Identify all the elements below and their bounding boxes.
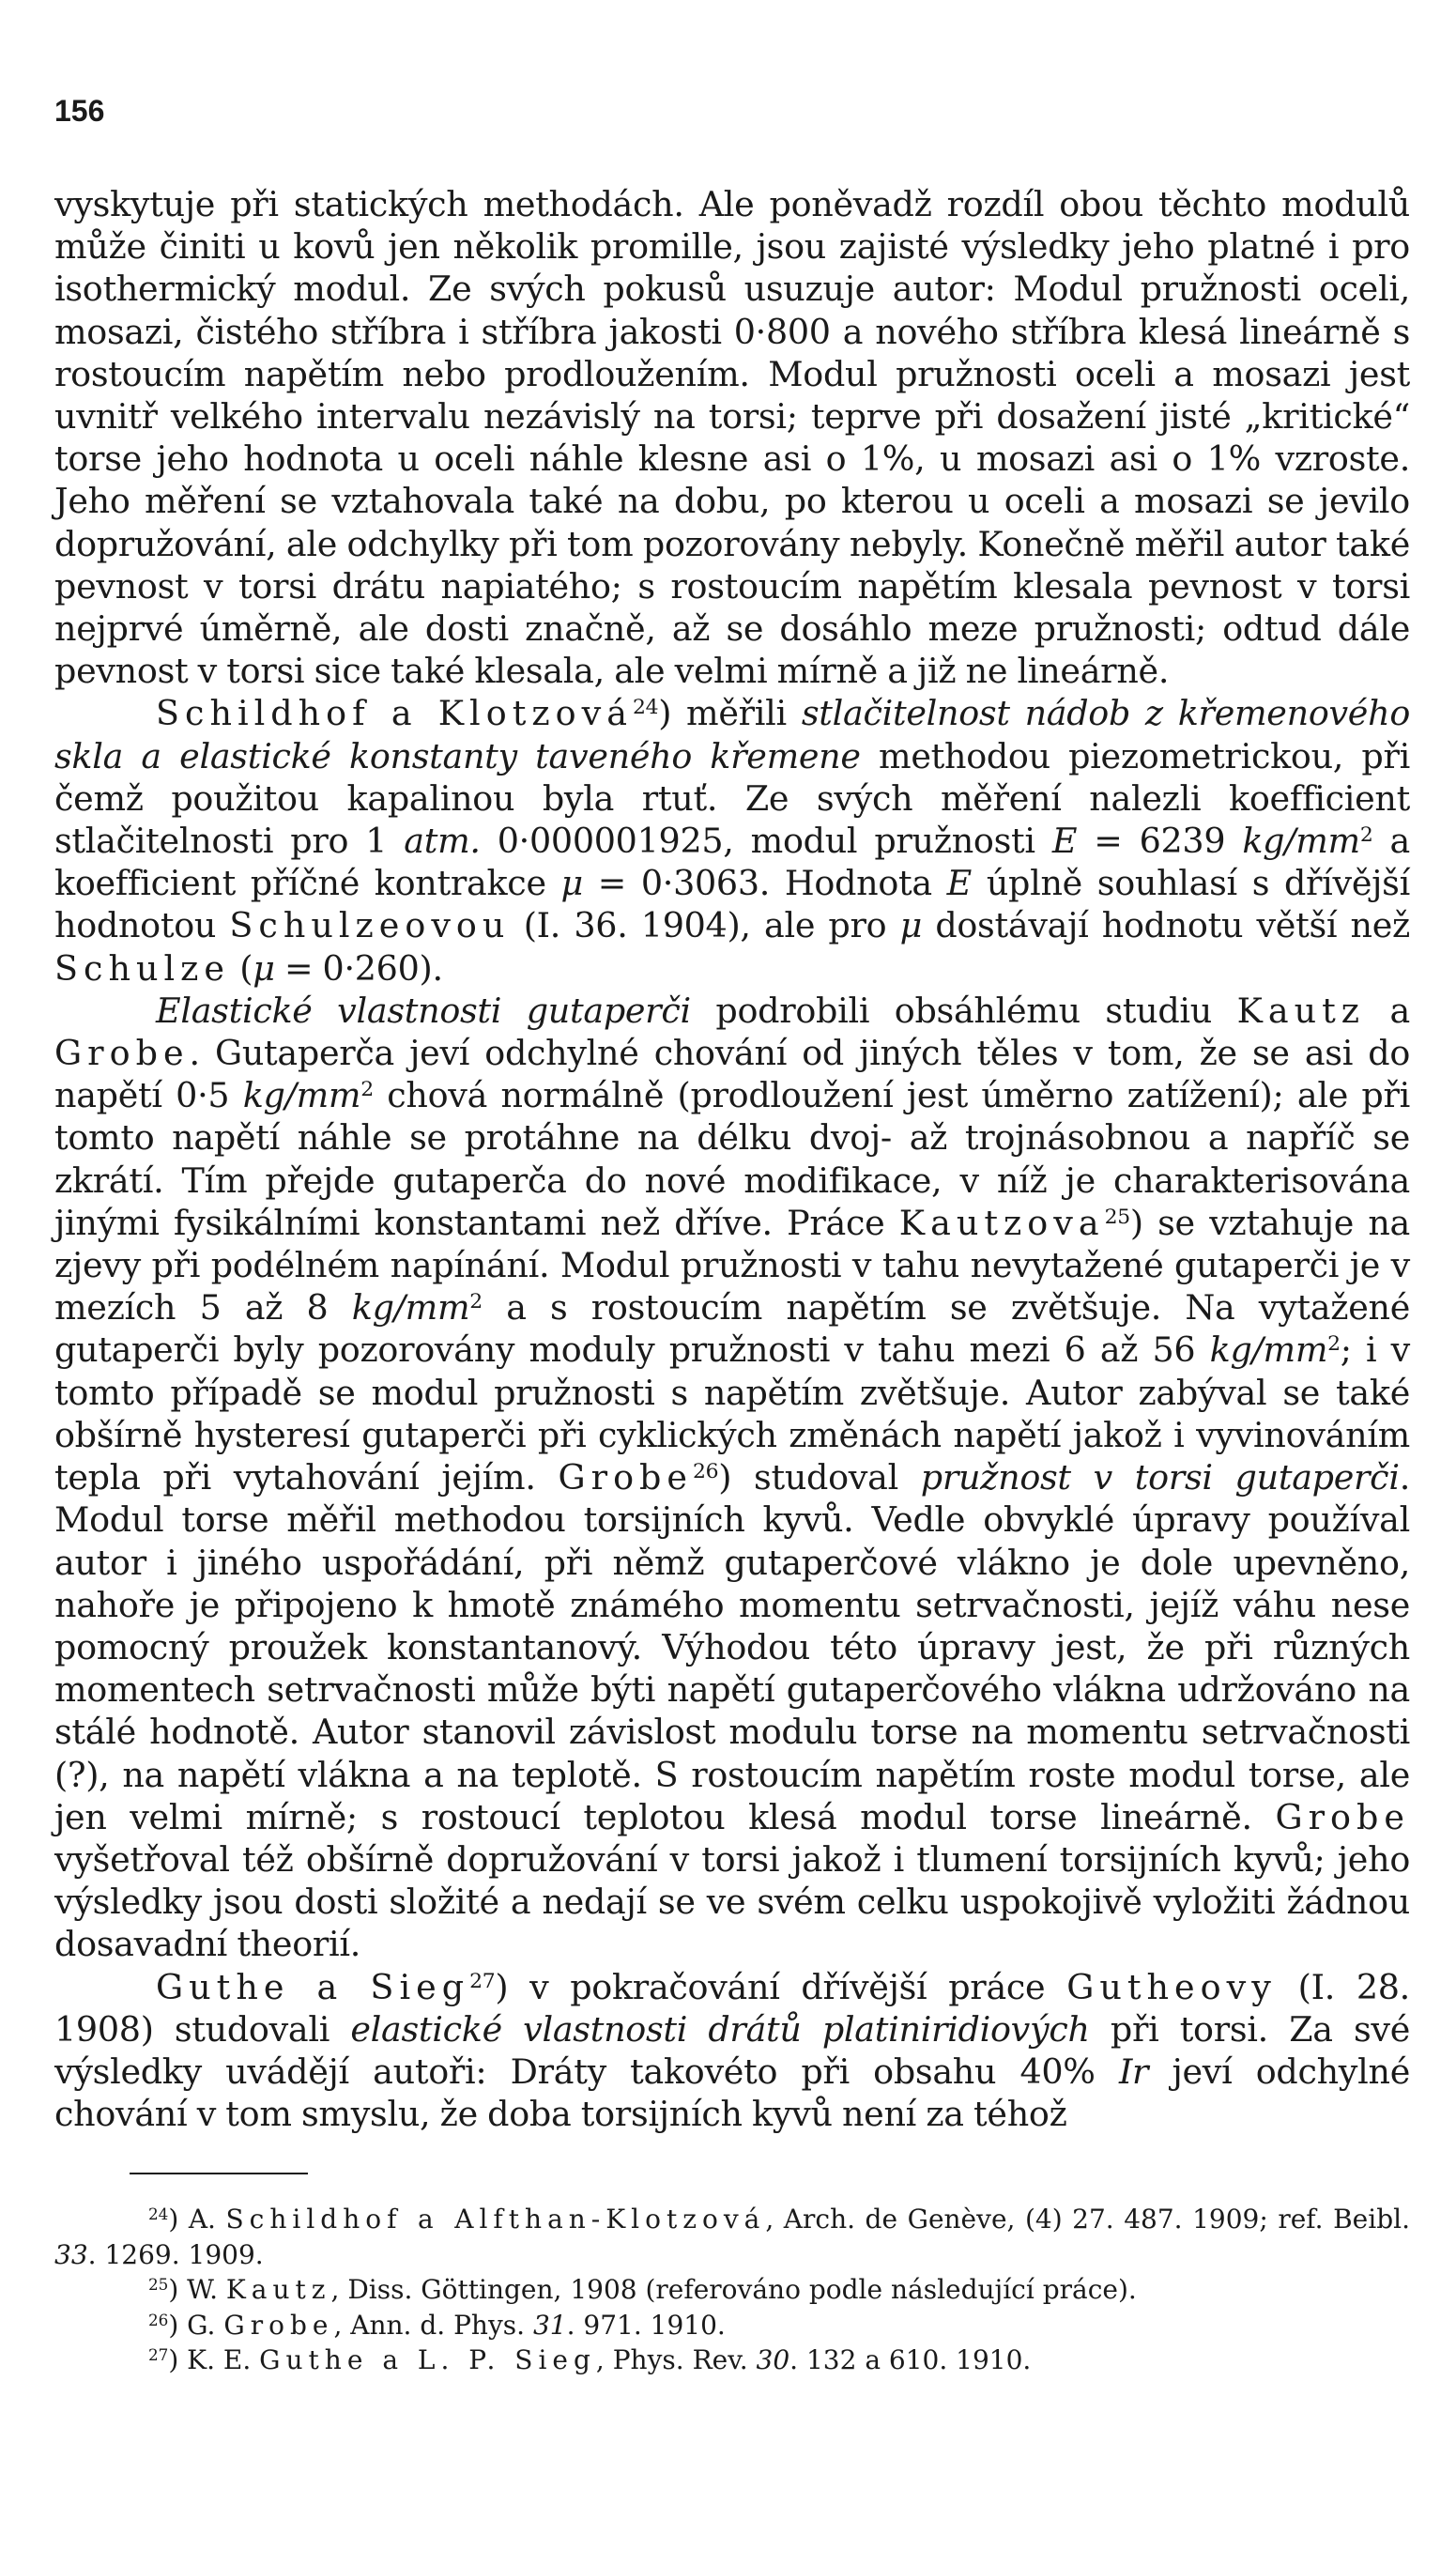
text-span: ) K. E. <box>168 2344 260 2375</box>
footnote-ref: 26 <box>693 1460 719 1484</box>
author-name: Kautzova <box>898 1202 1105 1243</box>
superscript: 2 <box>360 1078 374 1102</box>
italic-span: Elastické vlastnosti gutaperči <box>156 990 691 1031</box>
italic-span: atm. <box>404 821 481 862</box>
author-name: Kautz <box>1236 990 1365 1031</box>
author-name: Grobe <box>1275 1796 1410 1837</box>
author-name: Kautz <box>225 2274 331 2305</box>
footnote-mark: 27 <box>148 2344 169 2364</box>
text-span: methodou piezometrickou, při čemž použitou kapalinou byla rtuť. Ze svých měření nalezli koefficient stlačitelnosti pro 1 <box>54 735 1410 862</box>
text-span: ) studoval <box>718 1457 921 1498</box>
italic-span: elastické vlastnosti drátů platiniridiových <box>350 2008 1090 2050</box>
italic-span: 30 <box>756 2344 790 2375</box>
author-name: Schulzeovou <box>229 905 511 946</box>
text-span: ) W. <box>168 2274 226 2305</box>
italic-span: μ <box>560 863 583 904</box>
text-span: ) A. <box>168 2204 226 2235</box>
italic-span: kg/mm <box>242 1075 361 1116</box>
text-span: (I. 36. 1904), ale pro <box>510 905 900 946</box>
italic-span: 33 <box>54 2238 88 2270</box>
author-name: Grobe <box>54 1033 190 1074</box>
text-span: = 0·260). <box>274 947 443 989</box>
text-span: . Gutaperča jeví odchylné chování od jiných těles v tom, že se asi do napětí 0·5 <box>54 1033 1410 1116</box>
text-span: . Modul torse měřil methodou torsijních kyvů. Vedle obvyklé úpravy používal autor i jiného uspořádání, při němž gutaperčové vlákno je dole upevněno, nahoře je připojeno k hmotě známého momentu setrvačnosti, jejíž váhu nese pomocný proužek konstantanový. Výhodou této úpravy jest, že při různých momentech setrvačnosti může býti napětí gutaperčového vlákna udržováno na stálé hodnotě. Autor stanovil závislost modulu torse na momentu setrvačnosti (?), na napětí vlákna a na teplotě. S rostoucím napětím roste modul torse, ale jen velmi mírně; s rostoucí teplotou klesá modul torse lineárně. <box>54 1457 1411 1837</box>
paragraph-3 <box>54 990 1410 1966</box>
footnote-24 <box>54 2202 1410 2272</box>
author-name: Guthe a L. P. Sieg <box>259 2344 596 2375</box>
text-span: . 132 a 610. 1910. <box>789 2344 1032 2375</box>
text-span: , Phys. Rev. <box>595 2344 757 2375</box>
author-name: Grobe <box>223 2309 334 2341</box>
text-span: , Arch. de Genève, (4) 27. 487. 1909; ref. Beibl. <box>765 2204 1410 2235</box>
text-span: a <box>1365 990 1411 1031</box>
footnote-mark: 25 <box>148 2274 169 2294</box>
text-span: (I. 28. 1908) studovali <box>54 1966 1410 2050</box>
footnote-mark: 24 <box>148 2204 169 2223</box>
text-span: ) měřili <box>658 693 802 734</box>
text-span: 0·000001925, modul pružnosti <box>480 821 1052 862</box>
text-span: , Diss. Göttingen, 1908 (referováno podle následující práce). <box>330 2274 1137 2305</box>
author-name: Schulze <box>54 947 230 989</box>
footnote-divider <box>130 2173 308 2174</box>
italic-span: kg/mm <box>351 1287 470 1329</box>
italic-span: E <box>946 863 973 904</box>
body-text <box>54 183 1410 2135</box>
italic-span: 31 <box>532 2309 567 2341</box>
text-span: ( <box>229 947 253 989</box>
text-span: , Ann. d. Phys. <box>333 2309 533 2341</box>
italic-span: μ <box>253 947 275 989</box>
author-name: Gutheovy <box>1066 1966 1277 2007</box>
paragraph-1 <box>54 183 1410 692</box>
footnote-27 <box>54 2343 1410 2378</box>
text-span: ) G. <box>168 2309 224 2341</box>
italic-span: Ir <box>1118 2051 1149 2092</box>
text-span: dostávají hodnotu větší než <box>922 905 1410 946</box>
footnote-mark: 26 <box>148 2310 169 2329</box>
text-span: jeví odchylné chování v tom smyslu, že doba torsijních kyvů není za téhož <box>54 2051 1410 2135</box>
text-span: chová normálně (prodloužení jest úměrno zatížení); ale při tomto napětí náhle se protáhne na délku dvoj- až trojnásobnou a napříč se zkrátí. Tím přejde gutaperča do nové modifikace, v níž je charakterisována jinými fysikálními konstantami než dříve. Práce <box>54 1075 1410 1243</box>
footnotes <box>54 2202 1410 2378</box>
author-name: Schildhof a Klotzová <box>156 693 633 734</box>
text-span: úplně souhlasí s dřívější hodnotou <box>54 863 1410 946</box>
text-span: = 0·3063. Hodnota <box>582 863 947 904</box>
footnote-ref: 25 <box>1104 1205 1130 1229</box>
footnote-ref: 27 <box>469 1969 496 1993</box>
author-name: Guthe a Sieg <box>156 1966 470 2007</box>
italic-span: kg/mm <box>1242 821 1360 862</box>
text-span: . 971. 1910. <box>566 2309 726 2341</box>
paragraph-2 <box>54 692 1410 989</box>
footnote-ref: 24 <box>632 696 659 720</box>
text-span: a koefficient příčné kontrakce <box>54 821 1411 904</box>
text-span: = 6239 <box>1077 821 1243 862</box>
text-span: ; i v tomto případě se modul pružnosti s napětím zvětšuje. Autor zabýval se také obšírně hysteresí gutaperči při cyklických změnách napětí jakož i vyvinováním tepla při vytahování jejím. <box>54 1329 1411 1498</box>
text-span: při torsi. Za své výsledky uvádějí autoři: Dráty takovéto při obsahu 40% <box>54 2008 1410 2092</box>
italic-span: kg/mm <box>1209 1329 1328 1371</box>
paragraph-4 <box>54 1966 1410 2136</box>
italic-span: E <box>1051 821 1078 862</box>
text-span: a s rostoucím napětím se zvětšuje. Na vytažené gutaperči byly pozorovány moduly pružnosti v tahu mezi 6 až 56 <box>54 1287 1410 1371</box>
text-span: . 1269. 1909. <box>87 2238 264 2270</box>
page-number: 156 <box>54 94 105 128</box>
text-span: ) se vztahuje na zjevy při podélném napínání. Modul pružnosti v tahu nevytažené gutaperči je v mezích 5 až 8 <box>54 1202 1411 1329</box>
superscript: 2 <box>469 1290 483 1314</box>
author-name: Grobe <box>558 1457 694 1498</box>
superscript: 2 <box>1359 823 1373 848</box>
author-name: Schildhof a Alfthan-Klotzová <box>225 2204 766 2235</box>
italic-span: pružnost v torsi gutaperči <box>920 1457 1400 1498</box>
footnote-25 <box>54 2272 1410 2308</box>
text-span: vyšetřoval též obšírně dopružování v torsi jakož i tlumení torsijních kyvů; jeho výsledky jsou dosti složité a nedají se ve svém celku uspokojivě vyložiti žádnou dosavadní theorií. <box>54 1838 1410 1965</box>
text-span: ) v pokračování dřívější práce <box>495 1966 1067 2007</box>
footnote-26 <box>54 2308 1410 2343</box>
text-span: podrobili obsáhlému studiu <box>690 990 1237 1031</box>
text-span: vyskytuje při statických methodách. Ale poněvadž rozdíl obou těchto modulů může činiti u kovů jen několik promille, jsou zajisté výsledky jeho platné i pro isothermický modul. Ze svých pokusů usuzuje autor: Modul pružnosti oceli, mosazi, čistého stříbra i stříbra jakosti 0·800 a nového stříbra klesá lineárně s rostoucím napětím nebo prodloužením. Modul pružnosti oceli a mosazi jest uvnitř velkého intervalu nezávislý na torsi; teprve při dosažení jisté „kritické“ torse jeho hodnota u oceli náhle klesne asi o 1%, u mosazi asi o 1% vzroste. Jeho měření se vztahovala také na dobu, po kterou u oceli a mosazi se jevilo dopružování, ale odchylky při tom pozorovány nebyly. Konečně měřil autor také pevnost v torsi drátu napiatého; s rostoucím napětím klesala pevnost v torsi nejprvé úměrně, ale dosti značně, až se dosáhlo meze pružnosti; odtud dále pevnost v torsi sice také klesala, ale velmi mírně a již ne lineárně. <box>54 184 1410 692</box>
italic-span: stlačitelnost nádob z křemenového skla a elastické konstanty taveného křemene <box>54 693 1410 776</box>
superscript: 2 <box>1327 1332 1341 1357</box>
italic-span: μ <box>899 905 923 946</box>
